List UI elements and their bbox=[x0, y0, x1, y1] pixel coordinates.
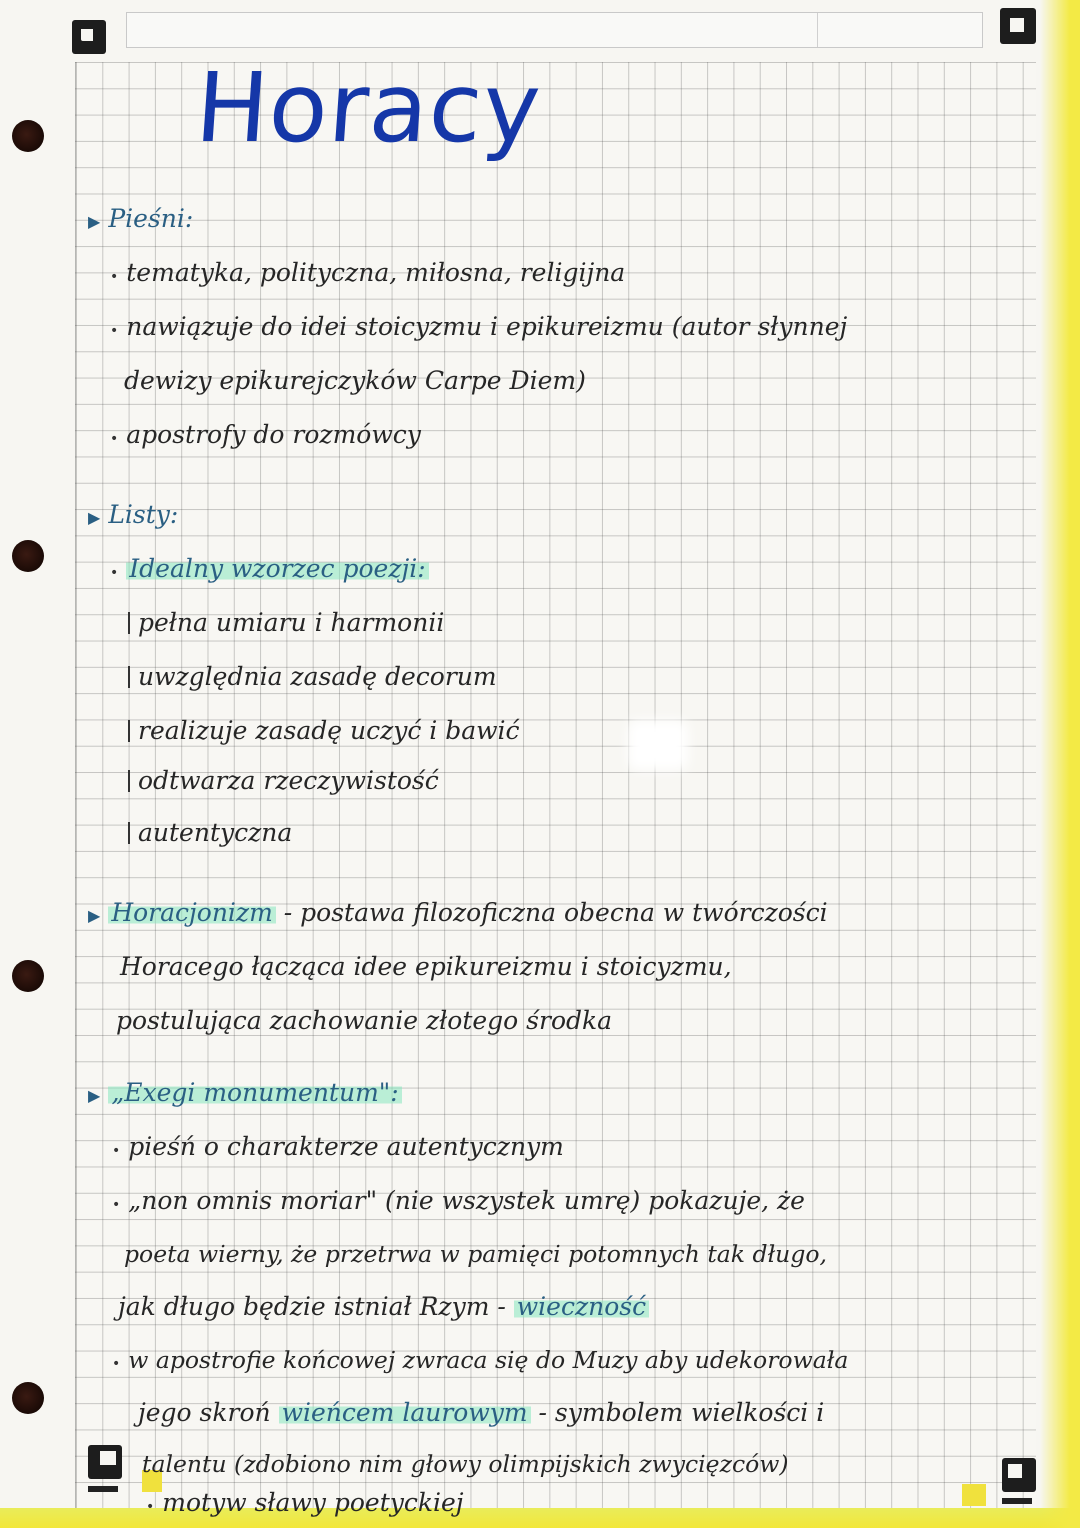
header-box bbox=[126, 12, 983, 48]
bullet-icon: • bbox=[110, 269, 119, 285]
list-item: • w apostrofie końcowej zwraca się do Muzy aby udekorowała bbox=[112, 1346, 849, 1374]
dash-bullet-icon bbox=[128, 770, 130, 792]
corner-marker-top-right bbox=[1000, 8, 1036, 44]
list-item-continuation: dewizy epikurejczyków Carpe Diem) bbox=[124, 366, 586, 395]
list-item: • „non omnis moriar" (nie wszystek umrę) pokazuje, że bbox=[112, 1186, 805, 1215]
list-item: • motyw sławy poetyckiej bbox=[146, 1488, 464, 1517]
corner-marker-top-left bbox=[72, 20, 106, 54]
sub-list-item: uwzględnia zasadę decorum bbox=[128, 662, 497, 691]
list-item-continuation: jak długo będzie istniał Rzym - wieczność bbox=[118, 1292, 649, 1321]
sub-list-item: autentyczna bbox=[128, 818, 292, 847]
definition-horacjonizm: ▶ Horacjonizm - postawa filozoficzna obecna w twórczości bbox=[88, 898, 828, 927]
arrow-bullet-icon: ▶ bbox=[88, 906, 101, 925]
dash-bullet-icon bbox=[128, 822, 130, 844]
list-item-continuation: poeta wierny, że przetrwa w pamięci potomnych tak długo, bbox=[124, 1240, 827, 1268]
bullet-icon: • bbox=[110, 565, 119, 581]
bullet-icon: • bbox=[110, 323, 119, 339]
list-item-continuation: jego skroń wieńcem laurowym - symbolem wielkości i bbox=[138, 1398, 825, 1427]
definition-line: Horacego łącząca idee epikureizmu i stoicyzmu, bbox=[120, 952, 732, 981]
punch-hole bbox=[12, 120, 44, 152]
light-glare bbox=[628, 720, 688, 770]
punch-hole bbox=[12, 1382, 44, 1414]
sub-list-item: pełna umiaru i harmonii bbox=[128, 608, 444, 637]
list-item: • apostrofy do rozmówcy bbox=[110, 420, 421, 449]
arrow-bullet-icon: ▶ bbox=[88, 212, 101, 231]
marker-bar-bottom-left bbox=[88, 1486, 118, 1492]
corner-marker-bottom-left bbox=[88, 1445, 122, 1479]
list-item: • tematyka, polityczna, miłosna, religijna bbox=[110, 258, 626, 287]
yellow-edge-right bbox=[1040, 0, 1080, 1528]
yellow-mark bbox=[962, 1484, 986, 1506]
dash-bullet-icon bbox=[128, 720, 130, 742]
list-item-ideal: • Idealny wzorzec poezji: bbox=[110, 554, 429, 583]
dash-bullet-icon bbox=[128, 666, 130, 688]
bullet-icon: • bbox=[112, 1143, 121, 1159]
definition-line: postulująca zachowanie złotego środka bbox=[116, 1006, 613, 1035]
punch-hole bbox=[12, 540, 44, 572]
page-title: Horacy bbox=[192, 52, 545, 164]
arrow-bullet-icon: ▶ bbox=[88, 1086, 101, 1105]
marker-bar-bottom-right bbox=[1002, 1498, 1032, 1504]
bullet-icon: • bbox=[112, 1356, 121, 1372]
section-heading-listy: ▶ Listy: bbox=[88, 500, 179, 529]
list-item: • pieśń o charakterze autentycznym bbox=[112, 1132, 564, 1161]
sub-list-item: odtwarza rzeczywistość bbox=[128, 766, 439, 795]
corner-marker-bottom-right bbox=[1002, 1458, 1036, 1492]
section-heading-exegi: ▶ „Exegi monumentum": bbox=[88, 1078, 402, 1107]
arrow-bullet-icon: ▶ bbox=[88, 508, 101, 527]
bullet-icon: • bbox=[146, 1499, 155, 1515]
bullet-icon: • bbox=[110, 431, 119, 447]
sub-list-item: realizuje zasadę uczyć i bawić bbox=[128, 716, 520, 745]
section-heading-piesni: ▶ Pieśni: bbox=[88, 204, 194, 233]
punch-hole bbox=[12, 960, 44, 992]
list-item-continuation: talentu (zdobiono nim głowy olimpijskich zwycięzców) bbox=[142, 1450, 789, 1478]
bullet-icon: • bbox=[112, 1197, 121, 1213]
list-item: • nawiązuje do idei stoicyzmu i epikureizmu (autor słynnej bbox=[110, 312, 848, 341]
dash-bullet-icon bbox=[128, 612, 130, 634]
